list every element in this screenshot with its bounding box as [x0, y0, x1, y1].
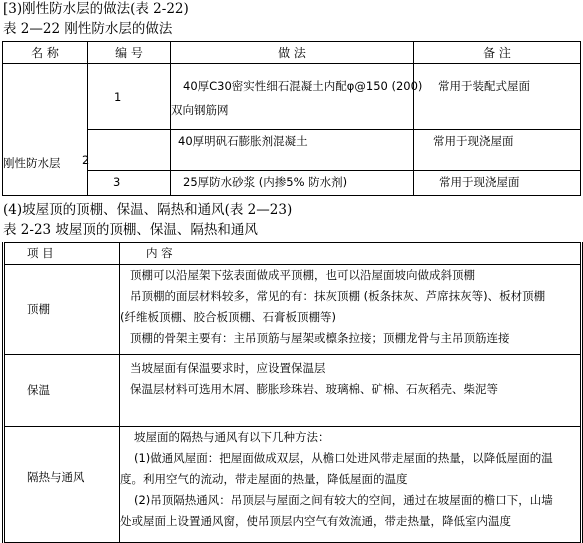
item-cell: [4, 427, 120, 543]
row-number: 2: [82, 153, 90, 167]
item-label: 保温: [27, 383, 50, 397]
header-method: 做 法: [171, 42, 414, 64]
method-cell: [171, 130, 414, 171]
note-text: 常用于现浇屋面: [439, 175, 520, 189]
table-header-row: [4, 243, 582, 265]
method-line: 25厚防水砂浆 (内掺5% 防水剂): [183, 175, 348, 189]
section-heading-4: (4)坡屋顶的顶棚、保温、隔热和通风(表 2—23): [3, 202, 293, 218]
note-cell: [414, 130, 581, 171]
method-line: 40厚C30密实性细石混凝土内配φ@150 (200): [183, 79, 423, 93]
item-label: 隔热与通风: [27, 470, 85, 484]
method-line: 40厚明矾石膨胀剂混凝土: [178, 134, 308, 148]
method-cell: [171, 171, 414, 196]
note-text: 常用于现浇屋面: [433, 134, 514, 148]
content-line: 吊顶棚的面层材料较多，常见的有：抹灰顶棚 (板条抹灰、芦席抹灰等)、板材顶棚: [130, 289, 546, 303]
header-item-cell: [4, 243, 120, 265]
row-number-cell: [88, 64, 171, 130]
content-cell: [120, 355, 582, 427]
table-row: [3, 130, 581, 171]
note-cell: [414, 171, 581, 196]
header-item: 项 目: [27, 246, 54, 260]
method-cell: [171, 64, 423, 130]
table-row: [4, 427, 582, 543]
table-header-row: [3, 42, 581, 64]
table-2-22: [2, 41, 581, 196]
content-line: 保温层材料可选用木屑、膨胀珍珠岩、玻璃棉、矿棉、石灰稻壳、柴泥等: [130, 382, 498, 396]
content-line: 当坡屋面有保温要求时，应设置保温层: [130, 361, 326, 375]
section-heading-3: [3)刚性防水层的做法(表 2-22): [3, 1, 189, 17]
content-line: (纤维板顶棚、胶合板顶棚、石膏板顶棚等): [120, 310, 336, 324]
table-caption-2-23: 表 2-23 坡屋顶的顶棚、保温、隔热和通风: [3, 222, 258, 238]
group-cell: [3, 64, 88, 196]
row-number: 1: [114, 90, 122, 104]
content-line: 坡屋面的隔热与通风有以下几种方法：: [134, 430, 330, 444]
note-cell: [414, 64, 581, 130]
note-text: 常用于装配式屋面: [438, 79, 530, 93]
row-number-cell: [88, 171, 171, 196]
content-cell: [120, 427, 582, 543]
row-number-cell: [82, 130, 171, 171]
row-number: 3: [113, 175, 121, 189]
header-content-cell: [120, 243, 582, 265]
header-name: 名 称: [3, 42, 88, 64]
table-row: [3, 171, 581, 196]
content-line: 处或屋面上设置通风窗，使吊顶层内空气有效流通，带走热量，降低室内温度: [120, 514, 511, 528]
table-row: [3, 64, 581, 130]
table-caption-2-22: 表 2—22 刚性防水层的做法: [3, 21, 173, 37]
header-number: 编 号: [88, 42, 171, 64]
content-line: (1)做通风屋面：把屋面做成双层，从檐口处进风带走屋面的热量，以降低屋面的温: [134, 451, 553, 465]
content-cell: [120, 265, 582, 355]
content-line: (2)吊顶隔热通风：吊顶层与屋面之间有较大的空间，通过在坡屋面的檐口下，山墙: [134, 493, 553, 507]
content-line: 顶棚可以沿屋架下弦表面做成平顶棚，也可以沿屋面坡向做成斜顶棚: [130, 268, 475, 282]
item-cell: [4, 355, 120, 427]
table-2-23: [2, 242, 583, 543]
table-row: [4, 265, 582, 355]
item-label: 顶棚: [27, 302, 50, 316]
header-content: 内 容: [146, 246, 173, 260]
content-line: 度。利用空气的流动，带走屋面的热量，降低屋面的温度: [120, 472, 408, 486]
header-note: 备 注: [414, 42, 581, 64]
table-row: [4, 355, 582, 427]
content-line: 顶棚的骨架主要有：主吊顶筋与屋架或檩条拉接；顶棚龙骨与主吊顶筋连接: [130, 331, 510, 345]
method-line: 双向钢筋网: [171, 103, 229, 117]
item-cell: [4, 265, 120, 355]
group-name: 刚性防水层: [3, 156, 61, 170]
